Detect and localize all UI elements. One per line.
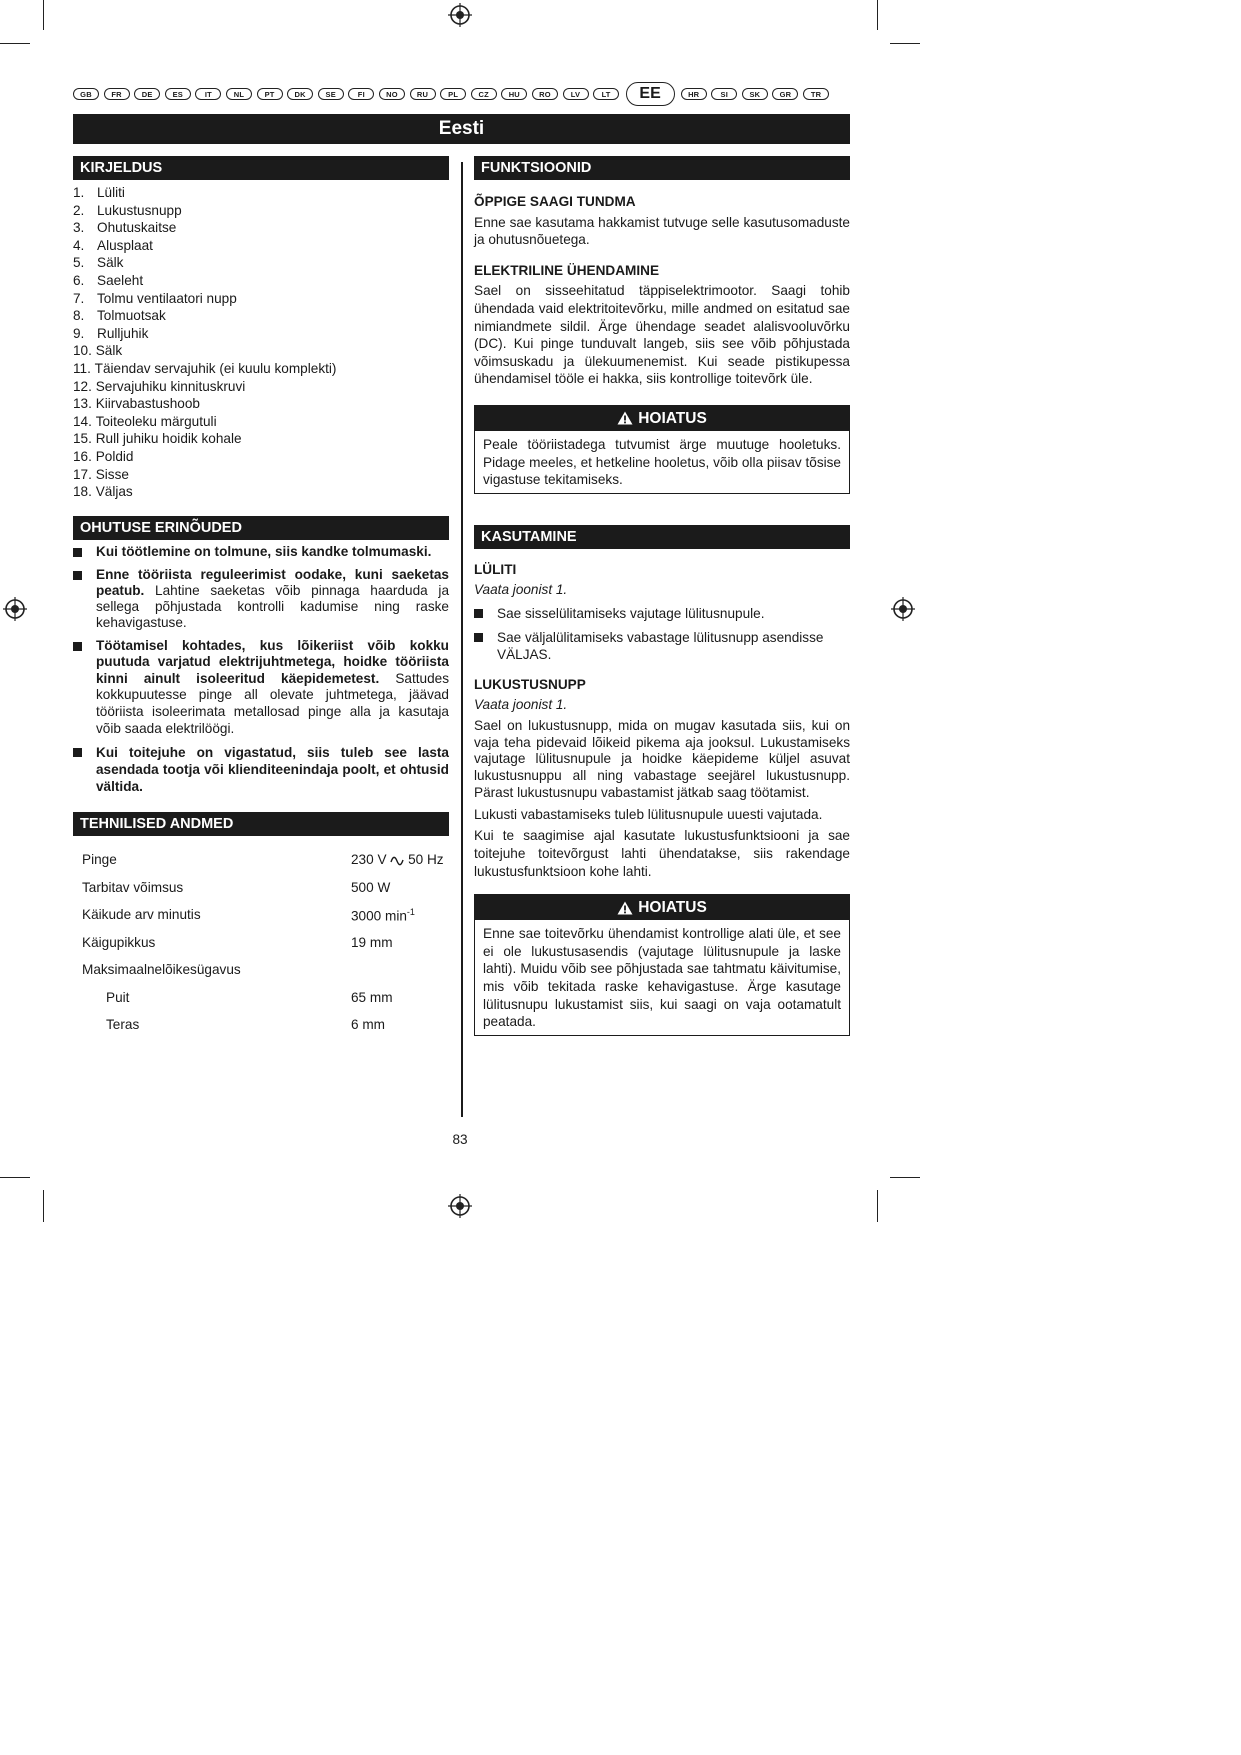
- left-column: [73, 156, 449, 1039]
- paragraph: Lukusti vabastamiseks tuleb lülitusnupule uuesti vajutada.: [474, 806, 823, 822]
- bullet-square-icon: [73, 642, 82, 651]
- lang-hr[interactable]: HR: [681, 88, 707, 100]
- list-item: 12. Servajuhiku kinnituskruvi: [73, 378, 246, 394]
- crop-mark: [43, 1190, 44, 1222]
- section-heading-funktsioonid: FUNKTSIOONID: [474, 156, 850, 180]
- subheading: ELEKTRILINE ÜHENDAMINE: [474, 262, 660, 278]
- bullet-square-icon: [73, 748, 82, 757]
- usage-bullet: Sae väljalülitamiseks vabastage lülitusnupp asendisse VÄLJAS.: [474, 629, 850, 664]
- registration-mark-icon: [891, 597, 915, 621]
- list-item: 4. Alusplaat: [73, 237, 153, 253]
- crop-mark: [877, 1190, 878, 1222]
- lang-gr[interactable]: GR: [772, 88, 798, 100]
- registration-mark-icon: [448, 1194, 472, 1218]
- crop-mark: [890, 1177, 920, 1178]
- table-row: Käigupikkus 19 mm: [82, 934, 393, 950]
- safety-bullet: Töötamisel kohtades, kus lõikeriist võib kokku puutuda varjatud elektrijuhtmetega, hoidke tööriista kinni ainult isoleeritud käepidemetest. Sattudes kokkupuutesse pinge all olevate juhtmetega, jäävad tööriista isoleerimata metallosad pinge alla ja kasutaja võib saada elektrilöögi.: [73, 638, 449, 738]
- lang-fr[interactable]: FR: [104, 88, 130, 100]
- subheading: ÕPPIGE SAAGI TUNDMA: [474, 194, 636, 209]
- list-item: 8. Tolmuotsak: [73, 308, 166, 324]
- bullet-square-icon: [474, 633, 483, 642]
- paragraph: Sael on lukustusnupp, mida on mugav kasutada siis, kui on vaja teha pidevaid lõikeid pikema aja jooksul. Lukustamiseks vajutage lülitusnupule ja hoidke käepideme küljel asuvat lukustusnuppu all ning vabastage seejärel lukustusnupp. Pärast lukustusnupu vabastamist jätkab saag töötamist.: [474, 717, 850, 801]
- lang-cz[interactable]: CZ: [471, 88, 497, 100]
- list-item: 9. Rulljuhik: [73, 325, 149, 341]
- lang-it[interactable]: IT: [195, 88, 221, 100]
- registration-mark-icon: [448, 3, 472, 27]
- section-heading-kasutamine: KASUTAMINE: [474, 525, 850, 549]
- list-item: 7. Tolmu ventilaatori nupp: [73, 290, 237, 306]
- figure-reference: Vaata joonist 1.: [474, 582, 568, 598]
- safety-bullet: Kui töötlemine on tolmune, siis kandke tolmumaski.: [73, 544, 449, 560]
- list-item: 1. Lüliti: [73, 185, 125, 200]
- crop-mark: [43, 0, 44, 30]
- table-row: Puit 65 mm: [106, 989, 393, 1005]
- registration-mark-icon: [3, 597, 27, 621]
- lang-hu[interactable]: HU: [501, 88, 527, 100]
- lang-gb[interactable]: GB: [73, 88, 99, 100]
- paragraph: Sael on sisseehitatud täppiselektrimootor. Saagi tohib ühendada vaid elektritoitevõrku, mille andmed on esitatud sae nimiandmete sildil. Ärge ühendage seadet alalisvooluvõrku (DC). Kui pinge tunduvalt langeb, siis see võib põhjustada võimsuskadu ja ülekuumenemist. Kui seade pistikupessa ühendamisel tööle ei hakka, siis kontrollige toitevõrk üle.: [474, 283, 850, 387]
- warning-text: Enne sae toitevõrku ühendamist kontrollige alati üle, et see ei ole lukustusasendis (vajutage lülitusnupule ja laske lahti). Muidu võib see põhjustada sae tahtmatu käivitumise, mis võib tekitada raske kehavigastuse. Ärge kasutage lülitusnupu lukustamist siis, kui saagi on vaja ootamatult peatada.: [483, 926, 841, 1030]
- list-item: 5. Sälk: [73, 255, 124, 271]
- safety-bullet: Kui toitejuhe on vigastatud, siis tuleb see lasta asendada tootja või klienditeenindaja poolt, et ohtusid vältida.: [73, 744, 449, 795]
- lang-lv[interactable]: LV: [563, 88, 589, 100]
- lang-si[interactable]: SI: [711, 88, 737, 100]
- crop-mark: [0, 43, 30, 44]
- lang-de[interactable]: DE: [134, 88, 160, 100]
- list-item: 10. Sälk: [73, 343, 123, 359]
- page-title: Eesti: [73, 114, 850, 144]
- lang-se[interactable]: SE: [318, 88, 344, 100]
- subheading: LUKUSTUSNUPP: [474, 676, 586, 692]
- lang-nl[interactable]: NL: [226, 88, 252, 100]
- crop-mark: [0, 1177, 30, 1178]
- lang-fi[interactable]: FI: [348, 88, 374, 100]
- right-column: [474, 156, 850, 1036]
- parts-list: [73, 184, 449, 501]
- usage-bullet: Sae sisselülitamiseks vajutage lülitusnupule.: [474, 605, 850, 623]
- lang-ru[interactable]: RU: [410, 88, 436, 100]
- lang-sk[interactable]: SK: [742, 88, 768, 100]
- lang-pl[interactable]: PL: [440, 88, 466, 100]
- table-row: Pinge 230 V 50 Hz: [82, 852, 444, 868]
- list-item: 2. Lukustusnupp: [73, 202, 182, 218]
- warning-heading: HOIATUS: [475, 406, 849, 431]
- lang-pt[interactable]: PT: [257, 88, 283, 100]
- figure-reference: Vaata joonist 1.: [474, 697, 568, 713]
- lang-es[interactable]: ES: [165, 88, 191, 100]
- list-item: 16. Poldid: [73, 448, 134, 464]
- table-row: Käikude arv minutis 3000 $\min^{-1}$: [82, 907, 415, 924]
- language-bar: [73, 82, 853, 106]
- list-item: 17. Sisse: [73, 466, 129, 482]
- list-item: 18. Väljas: [73, 484, 133, 500]
- warning-text: Peale tööriistadega tutvumist ärge muutuge hooletuks. Pidage meeles, et hetkeline hooletus, võib olla piisav tõsise vigastuse tekitamiseks.: [483, 436, 841, 488]
- bullet-square-icon: [474, 609, 483, 618]
- section-heading-kirjeldus: KIRJELDUS: [73, 156, 449, 180]
- list-item: 6. Saeleht: [73, 272, 144, 288]
- lang-ro[interactable]: RO: [532, 88, 558, 100]
- warning-heading: HOIATUS: [475, 895, 849, 920]
- ac-sine-icon: [390, 856, 404, 866]
- warning-triangle-icon: [617, 411, 633, 425]
- list-item: 3. Ohutuskaitse: [73, 220, 177, 236]
- paragraph: Enne sae kasutama hakkamist tutvuge selle kasutusomaduste ja ohutusnõuetega.: [474, 214, 850, 248]
- bullet-square-icon: [73, 548, 82, 557]
- crop-mark: [890, 43, 920, 44]
- lang-tr[interactable]: TR: [803, 88, 829, 100]
- section-heading-tehnilised: TEHNILISED ANDMED: [73, 812, 449, 836]
- lang-ee-active[interactable]: EE: [626, 82, 675, 106]
- list-item: 13. Kiirvabastushoob: [73, 396, 200, 412]
- lang-lt[interactable]: LT: [593, 88, 619, 100]
- bullet-square-icon: [73, 571, 82, 580]
- paragraph: Kui te saagimise ajal kasutate lukustusfunktsiooni ja sae toitejuhe toitevõrgust lahti ühendatakse, siis rakendage lukustusfunktsioon kohe lahti.: [474, 828, 850, 879]
- warning-triangle-icon: [617, 901, 633, 915]
- table-row: Teras 6 mm: [106, 1017, 385, 1033]
- safety-bullet: Enne tööriista reguleerimist oodake, kuni saeketas peatub. Lahtine saeketas võib pinnaga haarduda ja sellega põhjustada kontrolli kadumise ning raske kehavigastuse.: [73, 567, 449, 631]
- list-item: 14. Toiteoleku märgutuli: [73, 413, 217, 429]
- warning-box: [474, 405, 850, 494]
- spec-table: [73, 846, 449, 1039]
- list-item: 15. Rull juhiku hoidik kohale: [73, 431, 242, 447]
- section-heading-ohutus: OHUTUSE ERINÕUDED: [73, 516, 449, 540]
- lang-no[interactable]: NO: [379, 88, 405, 100]
- column-divider: [461, 162, 463, 1117]
- subheading: LÜLITI: [474, 561, 517, 577]
- lang-dk[interactable]: DK: [287, 88, 313, 100]
- crop-mark: [877, 0, 878, 30]
- list-item: 11. Täiendav servajuhik (ei kuulu komplekti): [73, 360, 337, 376]
- table-row: Tarbitav võimsus 500 W: [82, 879, 391, 895]
- table-row: Maksimaalnelõikesügavus: [82, 962, 241, 978]
- warning-box: [474, 894, 850, 1036]
- page-number: 83: [452, 1132, 468, 1147]
